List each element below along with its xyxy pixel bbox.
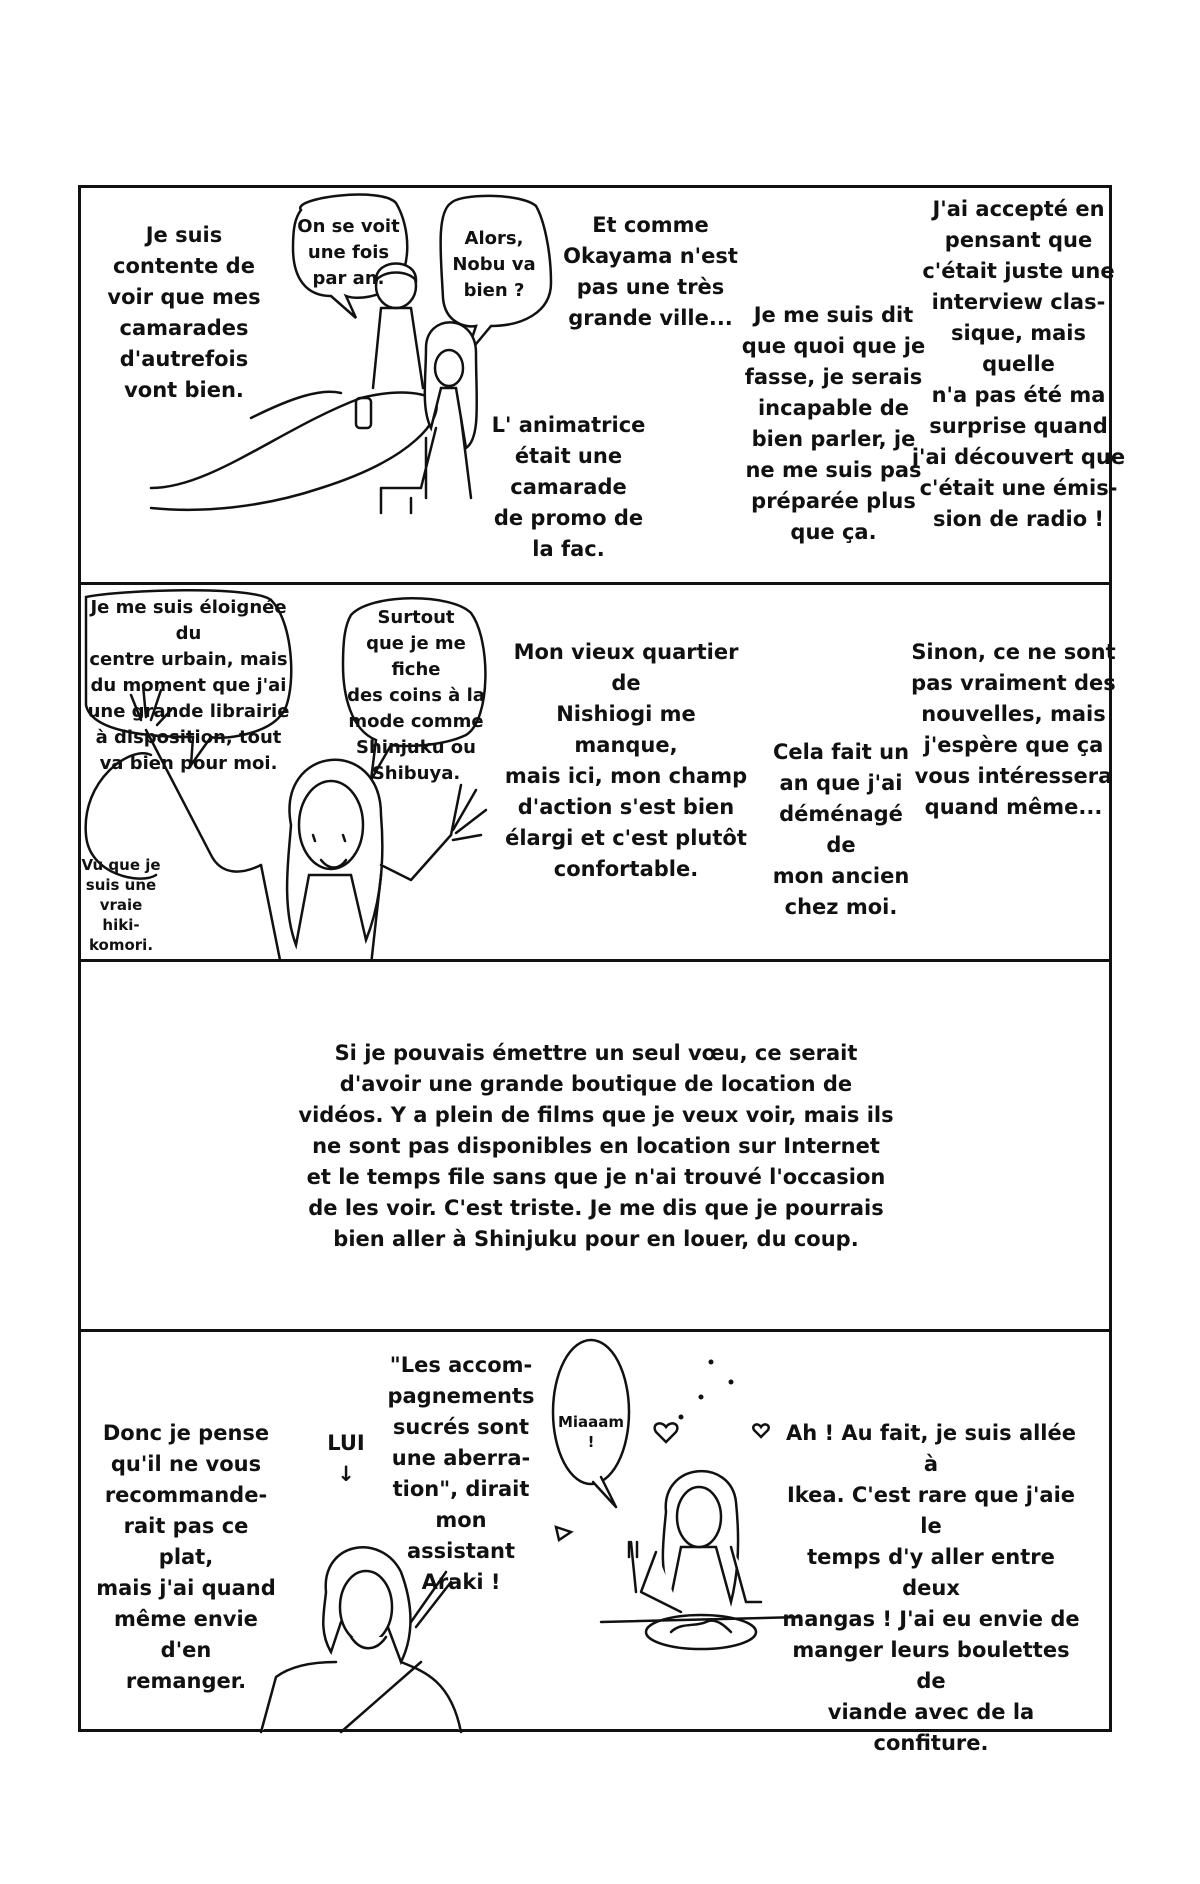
- label-lui: LUI ↓: [327, 1431, 365, 1486]
- bubble-shinjuku-shibuya: Surtout que je me fiche des coins à la mode comme Shinjuku ou Shibuya.: [347, 607, 485, 784]
- panel-2: [78, 582, 1116, 962]
- caption-recommanderait: Donc je pense qu'il ne vous recommande- rait pas ce plat, mais j'ai quand même envie d'en remanger.: [96, 1421, 276, 1693]
- heart-icon-2: [753, 1424, 768, 1437]
- caption-location-videos: Si je pouvais émettre un seul vœu, ce serait d'avoir une grande boutique de location de vidéos. Y a plein de films que je veux voir, mais ils ne sont pas disponibles en location sur Internet et le temps file sans que je n'ai trouvé l'occasion de les voir. C'est triste. Je me dis que je pourrais bien aller à Shinjuku pour en louer, du coup.: [298, 1041, 894, 1251]
- caption-pas-preparee: Je me suis dit que quoi que je fasse, je serais incapable de bien parler, je ne me suis pas préparée plus que ça.: [741, 303, 926, 544]
- bubble-une-fois-par-an: On se voit une fois par an.: [297, 216, 400, 289]
- bubble-miaaam: Miaaam !: [557, 1413, 625, 1451]
- caption-okayama: Et comme Okayama n'est pas une très grande ville...: [563, 213, 738, 330]
- bubble-nobu: Alors, Nobu va bien ?: [452, 228, 536, 301]
- caption-demenage: Cela fait un an que j'ai déménagé de mon ancien chez moi.: [772, 740, 910, 919]
- note-hikikomori: Vu que je suis une vraie hiki- komori.: [81, 856, 161, 954]
- caption-ikea: Ah ! Au fait, je suis allée à Ikea. C'est rare que j'aie le temps d'y aller entre deux mangas ! J'ai eu envie de manger leurs boulettes de viande avec de la confiture.: [782, 1421, 1080, 1755]
- caption-nishiogi: Mon vieux quartier de Nishiogi me manque, mais ici, mon champ d'action s'est bien élargi et c'est plutôt confortable.: [504, 640, 748, 881]
- panel-1: [78, 185, 1126, 585]
- caption-emission-radio: J'ai accepté en pensant que c'était juste une interview clas- sique, mais quelle n'a pas été ma surprise quand j'ai découvert que c'était une émis- sion de radio !: [911, 197, 1126, 531]
- caption-nouvelles: Sinon, ce ne sont pas vraiment des nouvelles, mais j'espère que ça vous intéressera quand même...: [911, 640, 1116, 819]
- panel-3: [78, 959, 1112, 1332]
- heart-icon: [655, 1423, 678, 1442]
- caption-animatrice: L' animatrice était une camarade de promo de la fac.: [491, 413, 646, 561]
- caption-camarades: Je suis contente de voir que mes camarades d'autrefois vont bien.: [107, 223, 261, 402]
- panel-4: [78, 1329, 1112, 1755]
- bubble-librairie: Je me suis éloignée du centre urbain, mais du moment que j'ai une grande librairie à disposition, tout va bien pour moi.: [87, 597, 290, 774]
- caption-araki: "Les accom- pagnements sucrés sont une aberra- tion", dirait mon assistant Araki !: [387, 1353, 535, 1594]
